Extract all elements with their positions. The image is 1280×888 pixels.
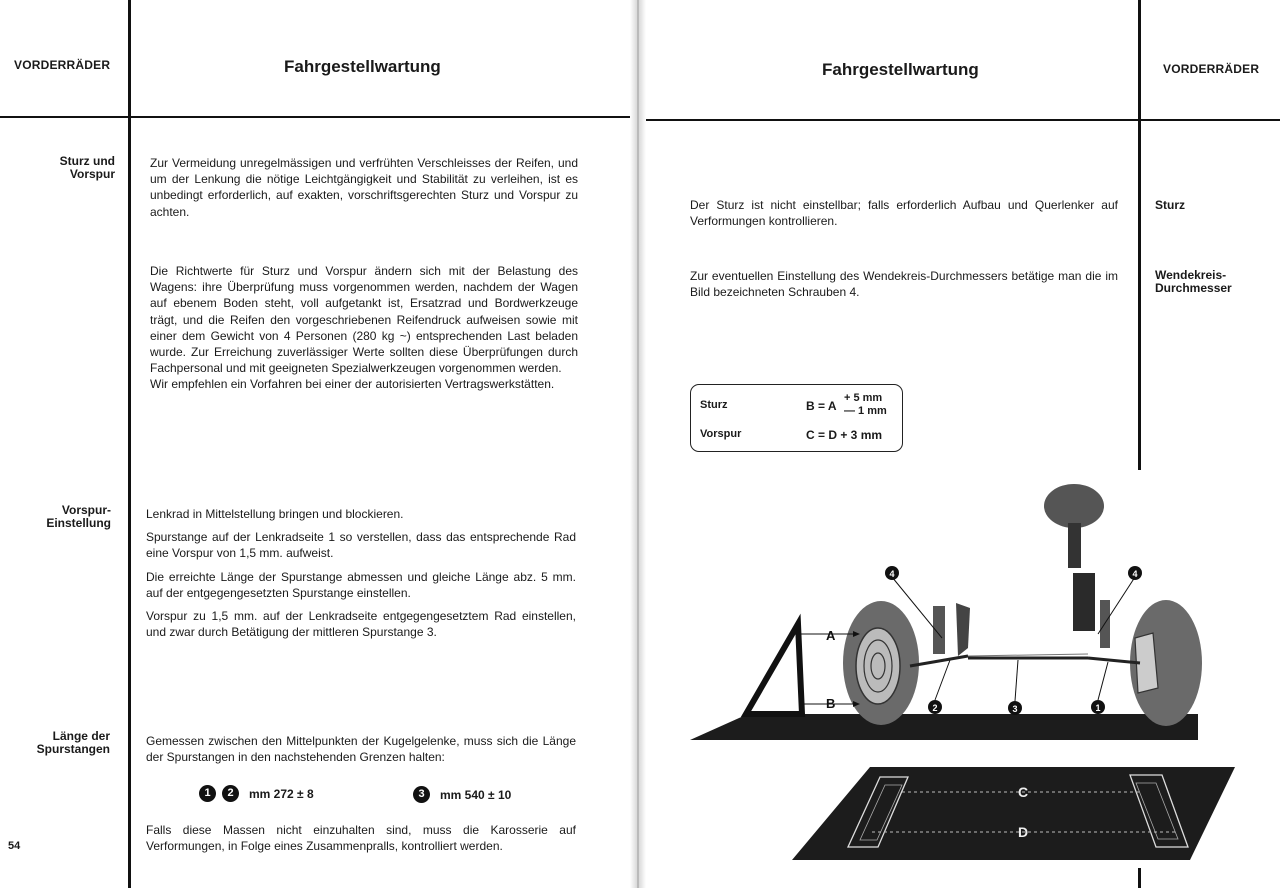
paragraph: Spurstange auf der Lenkradseite 1 so verstellen, dass das entsprechende Rad eine Vorspur von 1,5 mm. aufweist. [146,530,576,561]
text-sturz-und-vorspur-intro [150,155,578,220]
left-column-divider [128,0,131,888]
paragraph: Lenkrad in Mittelstellung bringen und blockieren. [146,507,404,521]
label-c: C [1018,784,1029,800]
left-header-rule [0,116,636,118]
spec-row-sturz-formula: B = A [806,399,837,413]
steering-box [1073,573,1095,631]
callout-badge: 1 [199,785,216,802]
paragraph: Wir empfehlen ein Vorfahren bei einer der autorisierten Vertragswerkstätten. [150,377,555,392]
text-vorspur-einstellung [146,506,576,640]
spec-row-sturz-tol-minus: — 1 mm [844,405,887,417]
spec-row-sturz-name: Sturz [700,399,728,411]
steering-wheel [1044,484,1104,528]
left-page-title: Fahrgestellwartung [284,57,441,76]
text-laenge-outro: Falls diese Massen nicht einzuhalten sind, muss die Karosserie auf Verformungen, in Folge eines Zusammenpralls, kontrolliert werden. [146,823,576,854]
callout-badge: 3 [413,786,430,803]
front-axle-diagram [688,478,1208,748]
text-sturz-und-vorspur-details [150,263,578,393]
right-column-divider [1138,0,1141,470]
paragraph: Die Richtwerte für Sturz und Vorspur ändern sich mit der Belastung des Wagens: ihre Überprüfung muss vorgenommen werden, nachdem der Wagen auf ebenem Boden steht, voll aufgetankt ist, Ersatzrad und Bordwerkzeuge trägt, und die Reifen den vorgeschriebenen Reifendruck aufweisen sowie mit einer dem Gewicht von 4 Personen (280 kg ~) entsprechenden Last beladen wurde. Zur Erreichung zuverlässiger Werte sollten diese Überprüfungen durch Fachpersonal und mit geeigneten Spezialwerkzeugen vorgenommen werden. [150,264,578,376]
alignment-spec-box [690,384,903,452]
svg-text:3: 3 [1012,704,1018,714]
side-label-sturz-und-vorspur: Sturz und Vorspur [59,154,115,181]
paragraph: Vorspur zu 1,5 mm. auf der Lenkradseite entgegengesetztem Rad einstellen, und zwar durch Betätigung der mittleren Spurstange 3. [146,609,576,640]
side-label-sturz: Sturz [1155,198,1185,212]
top-view-diagram [790,765,1250,863]
svg-text:2: 2 [932,703,938,713]
left-section-label: VORDERRÄDER [14,58,111,72]
svg-text:1: 1 [1095,703,1101,713]
side-label-vorspur-einstellung: Vorspur-Einstellung [46,503,111,530]
floor-plate [690,714,1198,740]
spec-row-vorspur-formula: C = D + 3 mm [806,428,883,442]
spec-value: mm 272 ± 8 [249,786,314,801]
paragraph: Zur Vermeidung unregelmässigen und verfrühten Verschleisses der Reifen, und um der Lenkung die nötige Leichtgängigkeit und Stabilität zu verleihen, ist es unbedingt erforderlich, auf exakten, vorschriftsgerechten Sturz und Vorspur zu achten. [150,156,578,219]
spec-tie-rod-1-2 [199,785,314,802]
steering-column [1068,523,1081,568]
measuring-stand [746,624,802,714]
label-d: D [1018,824,1029,840]
label-a: A [826,628,836,643]
paragraph: Die erreichte Länge der Spurstange abmessen und gleiche Länge abz. 5 mm. auf der entgegengesetzten Spurstange einstellen. [146,569,576,600]
text-laenge-intro: Gemessen zwischen den Mittelpunkten der Kugelgelenke, muss sich die Länge der Spurstangen in den nachstehenden Grenzen halten: [146,734,576,765]
text-sturz: Der Sturz ist nicht einstellbar; falls erforderlich Aufbau und Querlenker auf Verformungen kontrollieren. [690,198,1118,229]
right-column-divider-bottom [1138,868,1141,888]
side-label-wendekreis-durchmesser: Wendekreis-Durchmesser [1155,268,1232,295]
spec-row-sturz-tol-plus: + 5 mm [844,392,883,404]
spec-row-vorspur-name: Vorspur [700,428,742,440]
right-page-title: Fahrgestellwartung [822,60,979,79]
label-b: B [826,696,836,711]
text-wendekreis: Zur eventuellen Einstellung des Wendekreis-Durchmessers betätige man die im Bild bezeichneten Schrauben 4. [690,269,1118,300]
spec-value: mm 540 ± 10 [440,787,512,802]
right-header-rule [646,119,1280,121]
svg-text:4: 4 [889,569,895,579]
right-section-label: VORDERRÄDER [1163,62,1260,76]
callout-badge: 2 [222,785,239,802]
spec-tie-rod-3 [413,786,511,803]
page-number: 54 [8,840,21,852]
side-label-laenge-der-spurstangen: Länge der Spurstangen [36,729,110,756]
book-gutter-shadow [630,0,646,888]
svg-text:4: 4 [1132,569,1138,579]
top-view-plate [792,767,1235,860]
